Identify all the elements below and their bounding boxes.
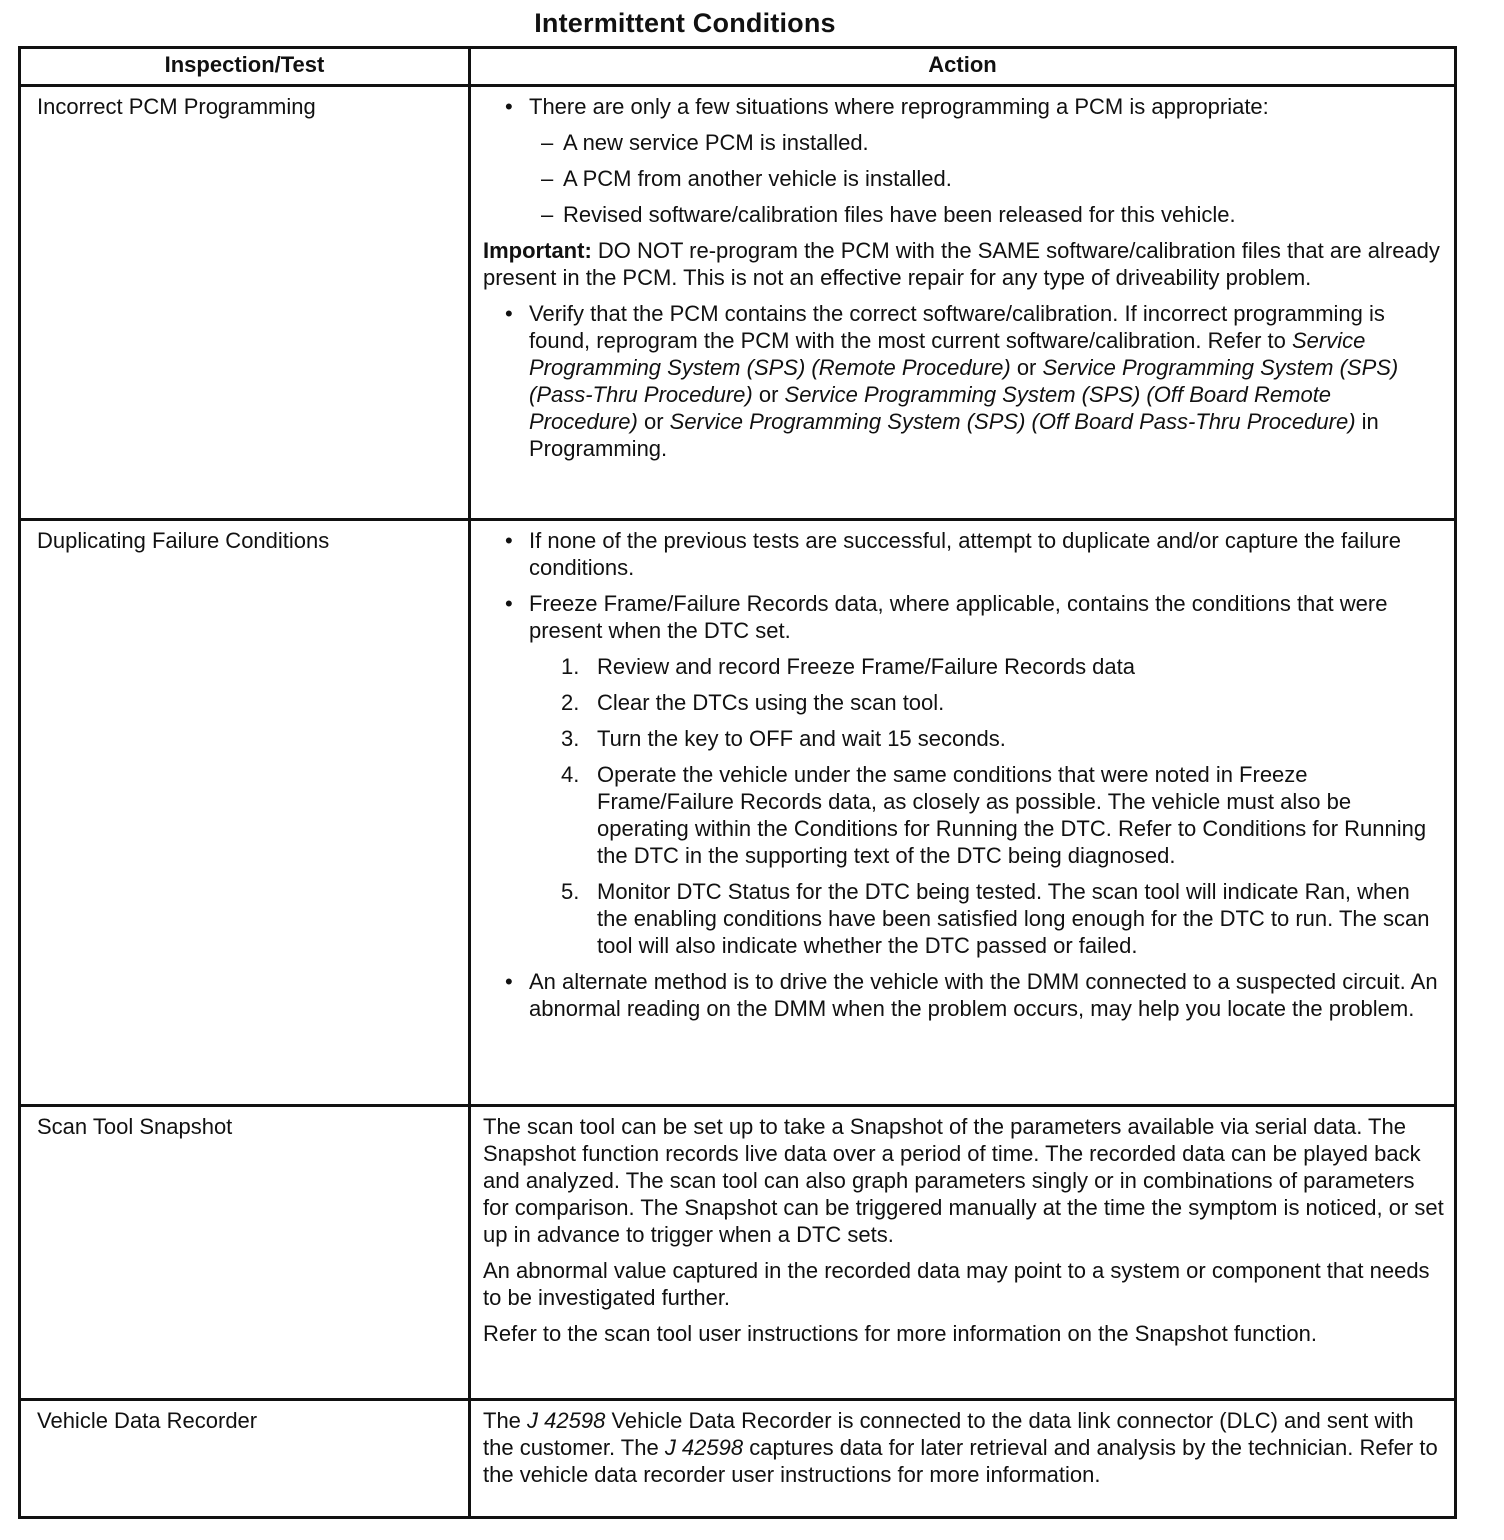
dash-item: – Revised software/calibration files have been released for this vehicle.: [483, 201, 1444, 228]
important-note: [483, 237, 1444, 291]
bullet-tail-text: in Programming.: [529, 409, 1379, 461]
bullet-list: [483, 300, 1444, 462]
header-inspection-test: Inspection/Test: [20, 48, 470, 86]
snapshot-paragraph-2: An abnormal value captured in the recorded data may point to a system or component that needs to be investigated further.: [483, 1258, 1430, 1310]
intermittent-conditions-table: [18, 46, 1457, 1519]
step-text: Review and record Freeze Frame/Failure Records data: [597, 654, 1136, 679]
connector-text: or: [1010, 355, 1043, 380]
list-item: • If none of the previous tests are successful, attempt to duplicate and/or capture the failure conditions.: [483, 527, 1444, 581]
sps-pass-thru-reference: Service Programming System (SPS) (Pass-Thru Procedure): [529, 355, 1399, 407]
list-item: [483, 590, 1444, 959]
dash-list: [483, 129, 1444, 228]
recorder-text: captures data for later retrieval and analysis by the technician. Refer to the vehicle data recorder user instructions for more information.: [483, 1435, 1438, 1487]
sps-remote-reference: Service Programming System (SPS) (Remote Procedure): [529, 328, 1366, 380]
step-text: Turn the key to OFF and wait 15 seconds.: [597, 726, 1006, 751]
step-number: 4.: [561, 762, 580, 787]
numbered-steps: [483, 653, 1444, 959]
header-action: Action: [470, 48, 1456, 86]
important-text: DO NOT re-program the PCM with the SAME software/calibration files that are already present in the PCM. This is not an effective repair for any type of driveability problem.: [483, 238, 1440, 290]
list-item: [483, 93, 1444, 228]
bullet-list: [483, 93, 1444, 228]
recorder-text: Vehicle Data Recorder is connected to the data link connector (DLC) and sent with the customer. The: [483, 1408, 1414, 1460]
header-row: [20, 48, 1456, 86]
list-item: [483, 300, 1444, 462]
row-action-vehicle-data-recorder: [470, 1400, 1456, 1518]
sps-off-board-remote-reference: Service Programming System (SPS) (Off Board Remote Procedure): [529, 382, 1332, 434]
dash-item: – A new service PCM is installed.: [483, 129, 1444, 156]
step-number: 1.: [561, 654, 580, 679]
snapshot-paragraph-1: The scan tool can be set up to take a Snapshot of the parameters available via serial data. The Snapshot function records live data over a period of time. The recorded data can be played back and analyzed. The scan tool can also graph parameters singly or in combinations of parameters for comparison. The Snapshot can be triggered manually at the time the symptom is noticed, or set up in advance to trigger when a DTC sets.: [483, 1114, 1444, 1247]
step-item: [483, 725, 1444, 752]
step-text: Operate the vehicle under the same conditions that were noted in Freeze Frame/Failure Records data, as closely as possible. The vehicle must also be operating within the Conditions for Running the DTC. Refer to Conditions for Running the DTC in the supporting text of the DTC being diagnosed.: [597, 762, 1427, 868]
table-row: [20, 1106, 1456, 1400]
dash-item: – A PCM from another vehicle is installed.: [483, 165, 1444, 192]
snapshot-paragraph-3: Refer to the scan tool user instructions for more information on the Snapshot function.: [483, 1321, 1318, 1346]
connector-text: or: [637, 409, 670, 434]
step-number: 2.: [561, 690, 580, 715]
recorder-paragraph: [483, 1407, 1444, 1488]
sps-off-board-pass-thru-reference: Service Programming System (SPS) (Off Board Pass-Thru Procedure): [669, 409, 1356, 434]
row-label-vehicle-data-recorder: Vehicle Data Recorder: [20, 1400, 470, 1518]
row-action-scan-tool-snapshot: [470, 1106, 1456, 1400]
step-number: 5.: [561, 879, 580, 904]
row-label-duplicating-failure-conditions: Duplicating Failure Conditions: [20, 520, 470, 1106]
step-item: [483, 653, 1444, 680]
row-label-scan-tool-snapshot: Scan Tool Snapshot: [20, 1106, 470, 1400]
bullet-list: [483, 527, 1444, 1022]
step-item: [483, 878, 1444, 959]
row-label-incorrect-pcm-programming: Incorrect PCM Programming: [20, 86, 470, 520]
bullet-text: Freeze Frame/Failure Records data, where applicable, contains the conditions that were present when the DTC set.: [529, 591, 1388, 643]
tool-number: J 42598: [527, 1408, 606, 1433]
recorder-text: The: [483, 1408, 528, 1433]
step-number: 3.: [561, 726, 580, 751]
bullet-text: There are only a few situations where reprogramming a PCM is appropriate:: [529, 94, 1269, 119]
row-action-incorrect-pcm-programming: [470, 86, 1456, 520]
connector-text: or: [752, 382, 785, 407]
table-row: [20, 520, 1456, 1106]
bullet-text: Verify that the PCM contains the correct software/calibration. If incorrect programming is found, reprogram the PCM with the most current software/calibration. Refer to: [529, 301, 1385, 353]
page-title: Intermittent Conditions: [534, 8, 836, 38]
table-row: [20, 1400, 1456, 1518]
row-action-duplicating-failure-conditions: [470, 520, 1456, 1106]
step-item: [483, 761, 1444, 869]
step-text: Clear the DTCs using the scan tool.: [597, 690, 945, 715]
tool-number: J 42598: [664, 1435, 744, 1460]
step-text: Monitor DTC Status for the DTC being tested. The scan tool will indicate Ran, when the enabling conditions have been satisfied long enough for the DTC to run. The scan tool will also indicate whether the DTC passed or failed.: [597, 879, 1430, 958]
important-label: Important:: [483, 238, 592, 263]
list-item: • An alternate method is to drive the vehicle with the DMM connected to a suspected circuit. An abnormal reading on the DMM when the problem occurs, may help you locate the problem.: [483, 968, 1444, 1022]
step-item: [483, 689, 1444, 716]
table-row: [20, 86, 1456, 520]
